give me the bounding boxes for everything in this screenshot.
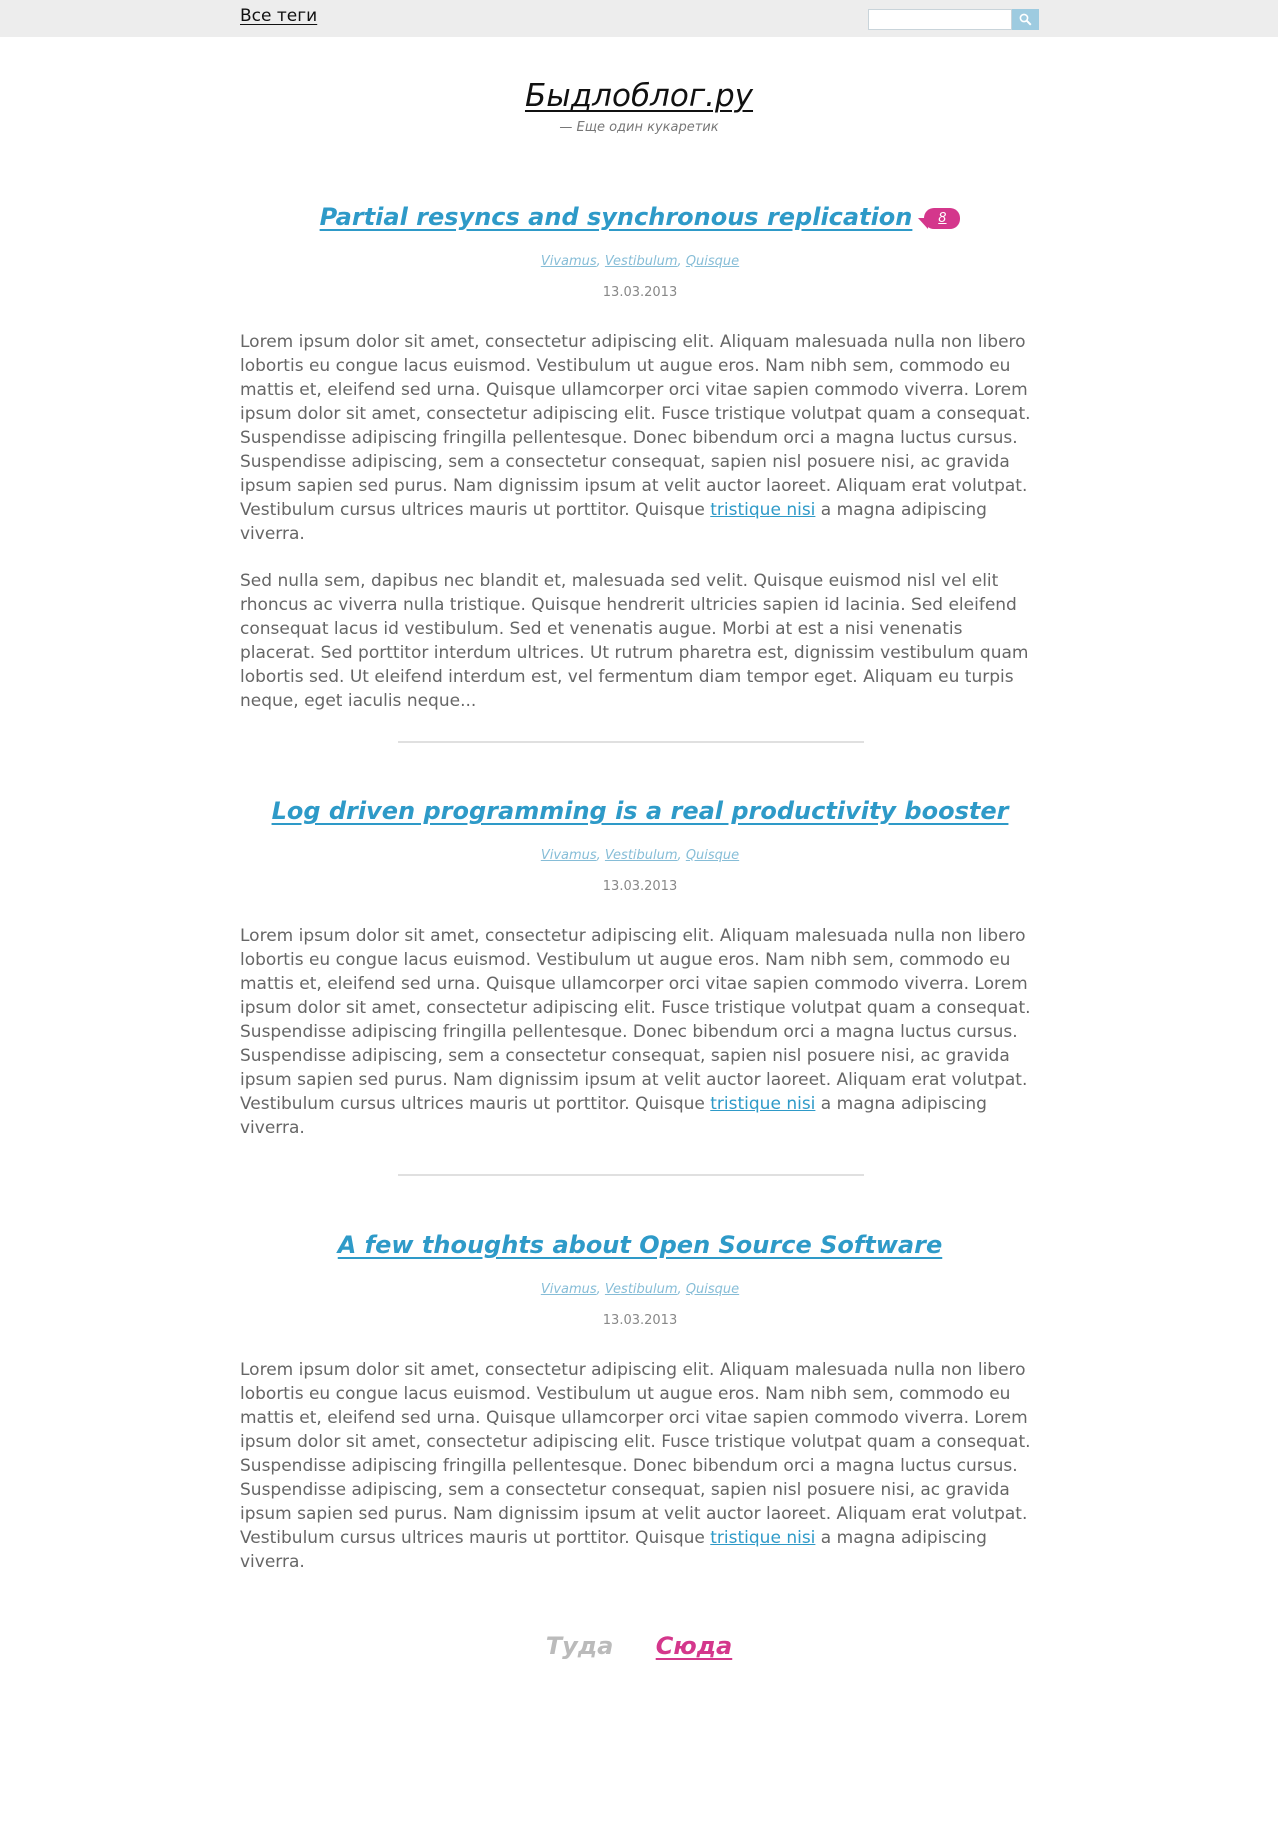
next-page-link[interactable]: Сюда <box>655 1632 733 1660</box>
post-paragraph: Lorem ipsum dolor sit amet, consectetur adipiscing elit. Aliquam malesuada nulla non libero lobortis eu congue lacus euismod. Vestibulum ut augue eros. Nam nibh sem, commodo eu mattis et, eleifend sed urna. Quisque ullamcorper orci vitae sapien commodo viverra. Lorem ipsum dolor sit amet, consectetur adipiscing elit. Fusce tristique volutpat quam a consequat. Suspendisse adipiscing fringilla pellentesque. Donec bibendum orci a magna luctus cursus. Suspendisse adipiscing, sem a consectetur consequat, sapien nisl posuere nisi, ac gravida ipsum sapien sed purus. Nam dignissim ipsum at velit auctor laoreet. Aliquam erat volutpat. Vestibulum cursus ultrices mauris ut porttitor. Quisque tristique nisi a magna adipiscing viverra. <box>240 1360 1031 1572</box>
tag-link[interactable]: Vivamus <box>540 254 597 269</box>
post-body <box>240 924 1040 1140</box>
inline-link[interactable]: tristique nisi <box>710 500 816 520</box>
post-tags: Vivamus, Vestibulum, Quisque <box>540 1282 740 1297</box>
comment-count-badge[interactable]: 8 <box>924 208 960 229</box>
post-title[interactable]: A few thoughts about Open Source Software <box>337 1231 943 1259</box>
search-button[interactable] <box>1012 9 1039 30</box>
post-date: 13.03.2013 <box>602 285 678 300</box>
post-title[interactable]: Partial resyncs and synchronous replication <box>319 203 913 231</box>
post-paragraph: Lorem ipsum dolor sit amet, consectetur adipiscing elit. Aliquam malesuada nulla non libero lobortis eu congue lacus euismod. Vestibulum ut augue eros. Nam nibh sem, commodo eu mattis et, eleifend sed urna. Quisque ullamcorper orci vitae sapien commodo viverra. Lorem ipsum dolor sit amet, consectetur adipiscing elit. Fusce tristique volutpat quam a consequat. Suspendisse adipiscing fringilla pellentesque. Donec bibendum orci a magna luctus cursus. Suspendisse adipiscing, sem a consectetur consequat, sapien nisl posuere nisi, ac gravida ipsum sapien sed purus. Nam dignissim ipsum at velit auctor laoreet. Aliquam erat volutpat. Vestibulum cursus ultrices mauris ut porttitor. Quisque tristique nisi a magna adipiscing viverra. <box>240 926 1031 1138</box>
inline-link[interactable]: tristique nisi <box>710 1094 816 1114</box>
tag-link[interactable]: Vivamus <box>540 1282 597 1297</box>
post-body <box>240 1358 1040 1574</box>
post <box>240 797 1040 1163</box>
post-tags: Vivamus, Vestibulum, Quisque <box>540 254 740 269</box>
search-form <box>868 9 1041 30</box>
tag-link[interactable]: Quisque <box>685 848 740 863</box>
site-header <box>0 78 1278 135</box>
tag-link[interactable]: Quisque <box>685 1282 740 1297</box>
post-paragraph: Lorem ipsum dolor sit amet, consectetur adipiscing elit. Aliquam malesuada nulla non libero lobortis eu congue lacus euismod. Vestibulum ut augue eros. Nam nibh sem, commodo eu mattis et, eleifend sed urna. Quisque ullamcorper orci vitae sapien commodo viverra. Lorem ipsum dolor sit amet, consectetur adipiscing elit. Fusce tristique volutpat quam a consequat. Suspendisse adipiscing fringilla pellentesque. Donec bibendum orci a magna luctus cursus. Suspendisse adipiscing, sem a consectetur consequat, sapien nisl posuere nisi, ac gravida ipsum sapien sed purus. Nam dignissim ipsum at velit auctor laoreet. Aliquam erat volutpat. Vestibulum cursus ultrices mauris ut porttitor. Quisque tristique nisi a magna adipiscing viverra. <box>240 332 1031 544</box>
post-tags: Vivamus, Vestibulum, Quisque <box>540 848 740 863</box>
tag-link[interactable]: Quisque <box>685 254 740 269</box>
all-tags-link[interactable]: Все теги <box>240 6 318 26</box>
inline-link[interactable]: tristique nisi <box>710 1528 816 1548</box>
tag-link[interactable]: Vestibulum <box>604 848 678 863</box>
post-body <box>240 330 1040 713</box>
site-tagline: — Еще один кукаретик <box>559 120 719 135</box>
post-title[interactable]: Log driven programming is a real productivity booster <box>271 797 1009 825</box>
prev-page-link: Туда <box>545 1632 614 1660</box>
tag-link[interactable]: Vestibulum <box>604 1282 678 1297</box>
top-bar <box>0 0 1278 37</box>
post <box>240 1231 1040 1597</box>
search-icon <box>1019 13 1032 26</box>
tag-link[interactable]: Vivamus <box>540 848 597 863</box>
site-title[interactable]: Быдлоблог.ру <box>524 78 754 114</box>
post-paragraph: Sed nulla sem, dapibus nec blandit et, malesuada sed velit. Quisque euismod nisl vel elit rhoncus ac viverra nulla tristique. Quisque hendrerit ultricies sapien id lacinia. Sed eleifend consequat lacus id vestibulum. Sed et venenatis augue. Morbi at est a nisi venenatis placerat. Sed porttitor interdum ultrices. Ut rutrum pharetra est, dignissim vestibulum quam lobortis sed. Ut eleifend interdum est, vel fermentum diam tempor eget. Aliquam eu turpis neque, eget iaculis neque... <box>240 571 1029 711</box>
post-divider <box>398 1174 864 1176</box>
post-date: 13.03.2013 <box>602 879 678 894</box>
post <box>240 203 1040 736</box>
search-input[interactable] <box>868 9 1012 30</box>
post-date: 13.03.2013 <box>602 1313 678 1328</box>
pagination <box>0 1632 1278 1660</box>
tag-link[interactable]: Vestibulum <box>604 254 678 269</box>
post-divider <box>398 741 864 743</box>
